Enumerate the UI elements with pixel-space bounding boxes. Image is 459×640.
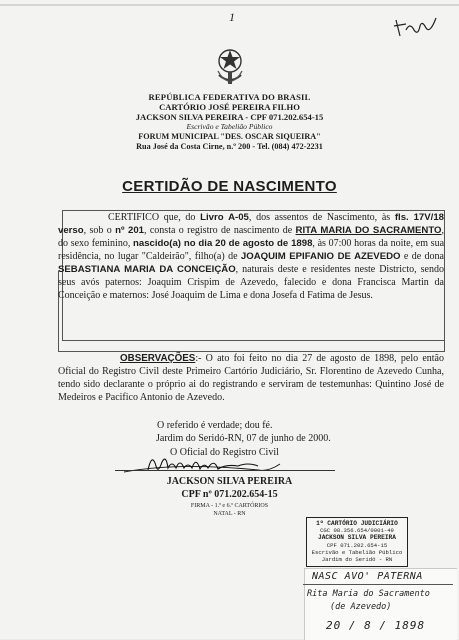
closing-statement: O referido é verdade; dou fé. [157, 420, 273, 431]
signatory-city: NATAL - RN [213, 511, 246, 517]
header-forum: FORUM MUNICIPAL "DES. OSCAR SIQUEIRA" [138, 132, 321, 141]
header-address: Rua José da Costa Cirne, n.º 200 - Tel. (084) 472-2231 [136, 142, 323, 151]
stamp-line5: Escrivão e Tabelião Público [311, 548, 403, 556]
handwritten-signature [118, 448, 288, 478]
stamp-line2: CGC 08.356.654/0001-49 [320, 527, 394, 535]
signatory-cpf: CPF nº 071.202.654-15 [181, 489, 278, 500]
stamp-line4: CPF 071.202.654-15 [326, 541, 388, 549]
notary-stamp [306, 517, 408, 567]
certification-text: CERTIFICO que, do Livro A-05, dos assentos de Nascimento, às fls. 17V/18 verso, sob o nº 201, consta o registro de nascimento de RITA MARIA DO SACRAMENTO, do sexo feminino, nascido(a) no dia 20 de agosto de 1898, às 07:00 horas da noite, em sua residência, no lugar "Caldeirão", filho(a) de JOAQUIM EPIFANIO DE AZEVEDO e de dona SEBASTIANA MARIA DA CONCEIÇÃO, naturais deste e residentes neste Districto, sendo seus avós paternos: Joaquim Crispim de Azevedo, falecido e dona Francisca Martin da Conceição e maternos: José Joaquim de Lima e dona Josefa d Fatima de Jesus. [58, 212, 445, 301]
stamp-line6: Jardim do Seridó - RN [321, 556, 393, 564]
header-republic: REPÚBLICA FEDERATIVA DO BRASIL [148, 92, 311, 102]
father-name: JOAQUIM EPIFANIO DE AZEVEDO [240, 251, 401, 262]
header-official: JACKSON SILVA PEREIRA - CPF 071.202.654-15 [135, 112, 324, 122]
handwritten-note-name: Rita Maria do Sacramento [307, 589, 430, 599]
handwritten-note-heading: NASC AVO' PATERNA [312, 571, 423, 582]
signatory-firma: FIRMA - 1.º e 6.º CARTÓRIOS [190, 503, 269, 509]
observations-text: OBSERVAÇÕES:- O ato foi feito no dia 27 de agosto de 1898, pelo então Oficial do Registro Civil deste Primeiro Cartório Judiciário, Sr. Florentino de Azevedo Cunha, tendo sido declarante o próprio ai do registrando e serviram de testemunhas: Quintino José de Medeiros e Pacifico Antonio de Azevedo. [58, 353, 444, 403]
place-and-date: Jardim do Seridó-RN, 07 de junho de 2000. [156, 433, 331, 444]
handwritten-initials [392, 10, 440, 40]
stamp-line1: 1º CARTÓRIO JUDICIÁRIO [316, 520, 398, 527]
signatory-name: JACKSON SILVA PEREIRA [166, 476, 293, 487]
birth-date: nascido(a) no dia 20 de agosto de 1898 [133, 238, 313, 249]
header-cartorio: CARTÓRIO JOSÉ PEREIRA FILHO [159, 102, 300, 112]
stamp-line3: JACKSON SILVA PEREIRA [318, 534, 396, 542]
handwritten-note-surname: (de Azevedo) [330, 602, 392, 612]
registrant-name: RITA MARIA DO SACRAMENTO [295, 225, 442, 236]
mother-name: SEBASTIANA MARIA DA CONCEIÇÃO [58, 264, 236, 275]
paper-crease [0, 4, 459, 6]
header-role: Escrivão e Tabelião Público [186, 122, 273, 131]
official-title: O Oficial do Registro Civil [170, 447, 279, 458]
signature-line [115, 470, 335, 471]
note-underline [303, 584, 453, 585]
handwritten-note-date: 20 / 8 / 1898 [326, 619, 426, 632]
brazil-coat-of-arms-icon [216, 45, 244, 89]
observations-label: OBSERVAÇÕES [120, 353, 196, 364]
document-title: CERTIDÃO DE NASCIMENTO [122, 178, 337, 195]
page-number: 1 [229, 10, 235, 24]
